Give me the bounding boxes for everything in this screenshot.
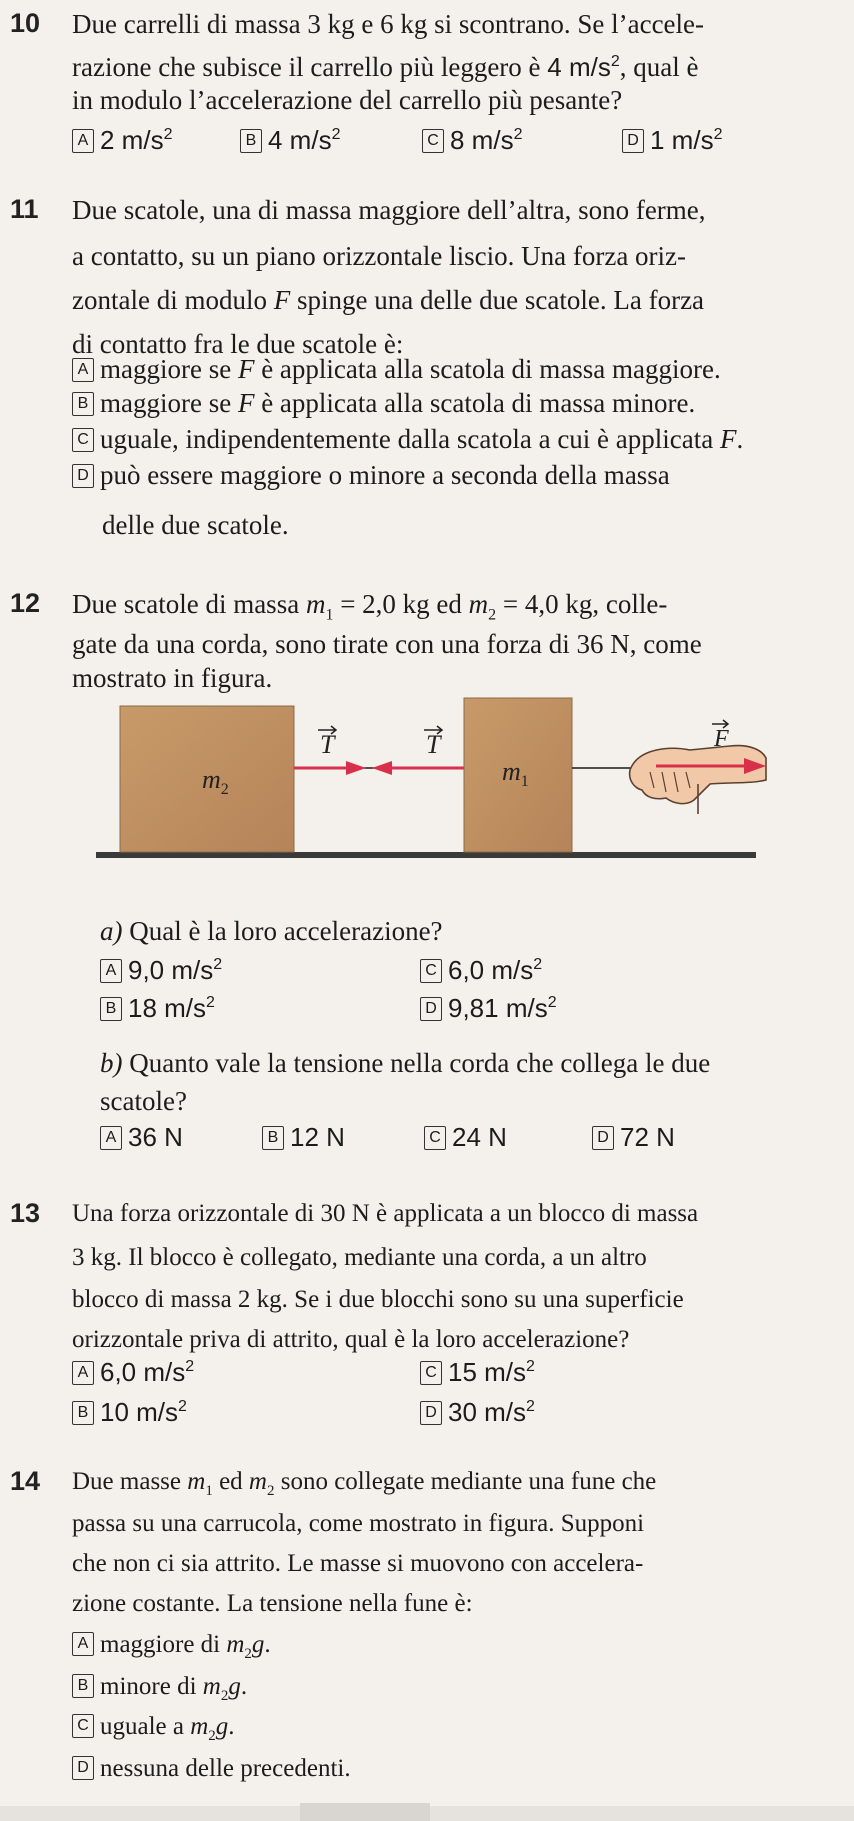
q11-option-b[interactable]: B maggiore se F è applicata alla scatola di massa minore. xyxy=(72,386,695,420)
q12-text-line-3: mostrato in figura. xyxy=(72,663,273,693)
label-m1: $m_1$ xyxy=(502,757,529,790)
question-number-11: 11 xyxy=(10,194,39,224)
q12b-option-a[interactable]: A 36 N xyxy=(100,1120,183,1154)
page-bottom-mark xyxy=(300,1803,430,1821)
q10-text-line-3: in modulo l’accelerazione del carrello più pesante? xyxy=(72,85,623,115)
q14-option-b[interactable]: B minore di $m_2g$. xyxy=(72,1670,247,1713)
tension-arrowhead-right xyxy=(372,761,392,775)
q12b-option-b[interactable]: B 12 N xyxy=(262,1120,345,1154)
q10-option-b[interactable]: B 4 $m/s^2$ xyxy=(240,118,340,157)
q11-option-d[interactable]: D può essere maggiore o minore a seconda della massa xyxy=(72,458,670,492)
q12a-option-d[interactable]: D 9,81 $m/s^2$ xyxy=(420,986,557,1025)
floor-line xyxy=(96,852,756,858)
label-T-right: T xyxy=(426,730,441,759)
q14-option-a[interactable]: A maggiore di $m_2g$. xyxy=(72,1628,271,1671)
q12-text-line-1: Due scatole di massa $m_1 = 2,0$ kg ed $m_2 = 4,0$ kg, colle- xyxy=(72,589,668,624)
question-number-14: 14 xyxy=(10,1466,41,1496)
q12-text-line-2: gate da una corda, sono tirate con una forza di 36 N, come xyxy=(72,629,702,659)
question-number-12: 12 xyxy=(10,588,41,618)
q10-text-line-2: razione che subisce il carrello più leggero è 4 $m/s^2$, qual è xyxy=(72,52,699,82)
q11-option-c[interactable]: C uguale, indipendentemente dalla scatola a cui è applicata F. xyxy=(72,422,743,456)
label-F: F xyxy=(714,726,729,752)
q13-option-c[interactable]: C 15 $m/s^2$ xyxy=(420,1350,535,1389)
q12a-option-c[interactable]: C 6,0 $m/s^2$ xyxy=(420,948,542,987)
q12b-label: b) Quanto vale la tensione nella corda che collega le due xyxy=(100,1048,711,1078)
q10-text-line-1: Due carrelli di massa 3 kg e 6 kg si scontrano. Se l’accele- xyxy=(72,9,705,39)
q14-text-line-3: che non ci sia attrito. Le masse si muovono con accelera- xyxy=(72,1550,644,1577)
q11-option-d-continuation: delle due scatole. xyxy=(102,510,289,540)
q12b-option-d[interactable]: D 72 N xyxy=(592,1120,675,1154)
q13-option-a[interactable]: A 6,0 $m/s^2$ xyxy=(72,1350,194,1389)
q11-option-a[interactable]: A maggiore se F è applicata alla scatola di massa maggiore. xyxy=(72,352,721,386)
q11-text-line-2: a contatto, su un piano orizzontale liscio. Una forza oriz- xyxy=(72,241,687,271)
q12a-label: a) Qual è la loro accelerazione? xyxy=(100,916,443,946)
q13-option-b[interactable]: B 10 $m/s^2$ xyxy=(72,1390,187,1429)
q11-text-line-4: di contatto fra le due scatole è: xyxy=(72,329,404,359)
q12a-option-a[interactable]: A 9,0 $m/s^2$ xyxy=(100,948,222,987)
label-T-left: T xyxy=(320,730,335,759)
q12a-option-b[interactable]: B 18 $m/s^2$ xyxy=(100,986,215,1025)
tension-arrowhead-left xyxy=(346,761,366,775)
q10-option-c[interactable]: C 8 $m/s^2$ xyxy=(422,118,522,157)
q10-option-a[interactable]: A 2 $m/s^2$ xyxy=(72,118,172,157)
q13-text-line-3: blocco di massa 2 kg. Se i due blocchi sono su una superficie xyxy=(72,1286,684,1313)
boxes-rope-figure xyxy=(90,688,770,868)
label-m2: $m_2$ xyxy=(202,765,229,798)
q13-option-d[interactable]: D 30 $m/s^2$ xyxy=(420,1390,535,1429)
q14-text-line-1: Due masse $m_1$ ed $m_2$ sono collegate mediante una fune che xyxy=(72,1468,657,1499)
q11-text-line-1: Due scatole, una di massa maggiore dell’altra, sono ferme, xyxy=(72,195,706,225)
question-number-13: 13 xyxy=(10,1198,41,1228)
q12b-question-line-2: scatole? xyxy=(100,1086,187,1116)
question-number-10: 10 xyxy=(10,8,41,38)
q10-option-d[interactable]: D 1 $m/s^2$ xyxy=(622,118,722,157)
q14-option-c[interactable]: C uguale a $m_2g$. xyxy=(72,1710,235,1753)
q13-text-line-4: orizzontale priva di attrito, qual è la loro accelerazione? xyxy=(72,1326,630,1353)
q12b-option-c[interactable]: C 24 N xyxy=(424,1120,507,1154)
q14-text-line-2: passa su una carrucola, come mostrato in figura. Supponi xyxy=(72,1510,645,1537)
q11-text-line-3: zontale di modulo F spinge una delle due scatole. La forza xyxy=(72,285,705,315)
q13-text-line-2: 3 kg. Il blocco è collegato, mediante una corda, a un altro xyxy=(72,1244,647,1271)
q14-option-d[interactable]: D nessuna delle precedenti. xyxy=(72,1752,351,1786)
q14-text-line-4: zione costante. La tensione nella fune è: xyxy=(72,1590,473,1617)
q13-text-line-1: Una forza orizzontale di 30 N è applicata a un blocco di massa xyxy=(72,1200,699,1227)
